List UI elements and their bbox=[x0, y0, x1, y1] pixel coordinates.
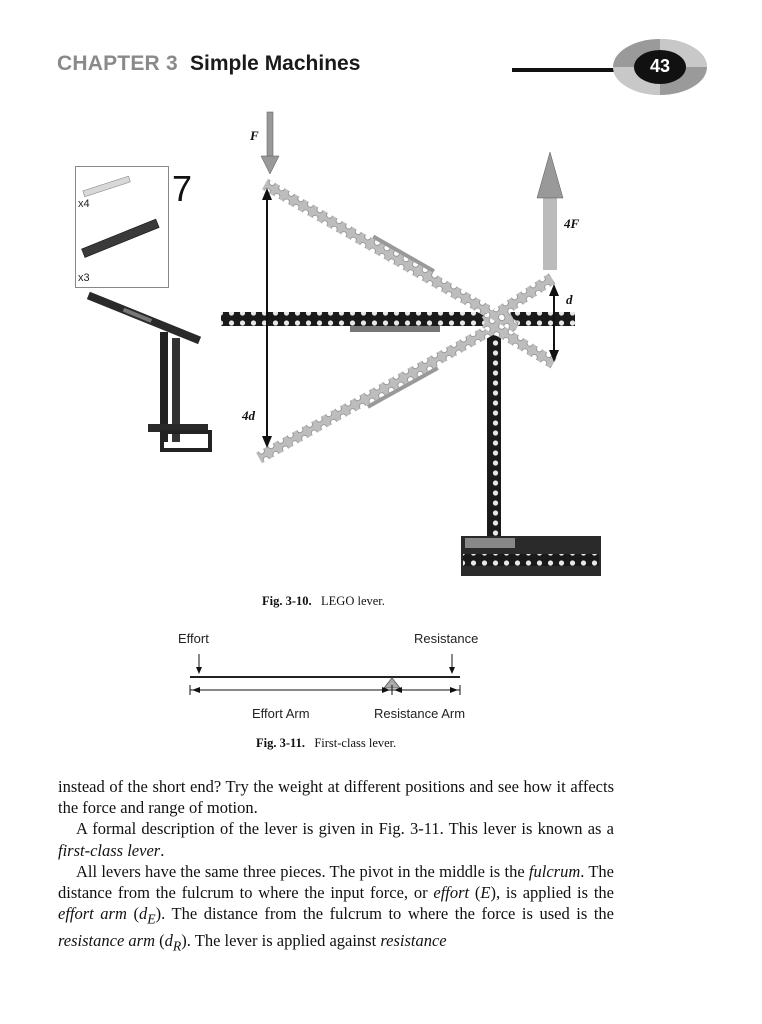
output-distance-label: d bbox=[566, 292, 573, 307]
step-number: 7 bbox=[172, 168, 193, 209]
effort-arm-label: Effort Arm bbox=[252, 706, 310, 721]
term-first-class-lever: first-class lever bbox=[58, 840, 161, 860]
figure-3-10-caption-number: Fig. 3-10. bbox=[262, 594, 312, 608]
header-rule bbox=[512, 68, 622, 72]
paragraph-1: instead of the short end? Try the weight at different positions and see how it affects the force and range of motion. bbox=[58, 777, 614, 818]
paragraph-3: All levers have the same three pieces. The pivot in the middle is the fulcrum. The distance from the fulcrum to where the input force, or effort (E), is applied is the effort arm $(d_E)$. The distance from the fulcrum to where the force is used is the resistance arm $(d_R)$. The lever is applied against resistance bbox=[58, 861, 614, 954]
body-text bbox=[58, 776, 614, 956]
figure-3-11-caption-text: First-class lever. bbox=[314, 736, 397, 750]
effort-label: Effort bbox=[178, 631, 209, 646]
figure-3-11-caption bbox=[256, 736, 396, 751]
figure-3-11-caption-number: Fig. 3-11. bbox=[256, 736, 305, 750]
chapter-label: CHAPTER 3 bbox=[57, 52, 178, 75]
resistance-arm-label: Resistance Arm bbox=[374, 706, 466, 721]
assembly-preview-illustration bbox=[78, 292, 218, 462]
lego-lever-illustration bbox=[215, 108, 605, 580]
page-number: 43 bbox=[649, 56, 671, 76]
input-distance-label: 4d bbox=[242, 408, 255, 423]
resistance-label: Resistance bbox=[414, 631, 479, 646]
parts-list-bricks bbox=[75, 166, 169, 288]
paragraph-2: A formal description of the lever is given in Fig. 3-11. This lever is known as a first-class lever. bbox=[58, 819, 614, 860]
figure-3-10-caption-text: LEGO lever. bbox=[321, 594, 385, 608]
term-fulcrum: fulcrum bbox=[528, 861, 581, 881]
first-class-lever-diagram bbox=[186, 650, 466, 700]
term-effort: effort bbox=[433, 883, 470, 903]
force-label: F bbox=[250, 128, 259, 143]
part-quantity-bottom: x3 bbox=[78, 272, 90, 284]
figure-3-10-caption bbox=[262, 594, 385, 609]
term-resistance: resistance bbox=[380, 930, 447, 950]
term-effort-arm: effort arm bbox=[58, 904, 127, 924]
term-resistance-arm: resistance arm bbox=[58, 930, 156, 950]
part-quantity-top: x4 bbox=[78, 198, 90, 210]
output-force-label: 4F bbox=[564, 216, 580, 231]
chapter-title: Simple Machines bbox=[190, 52, 361, 75]
